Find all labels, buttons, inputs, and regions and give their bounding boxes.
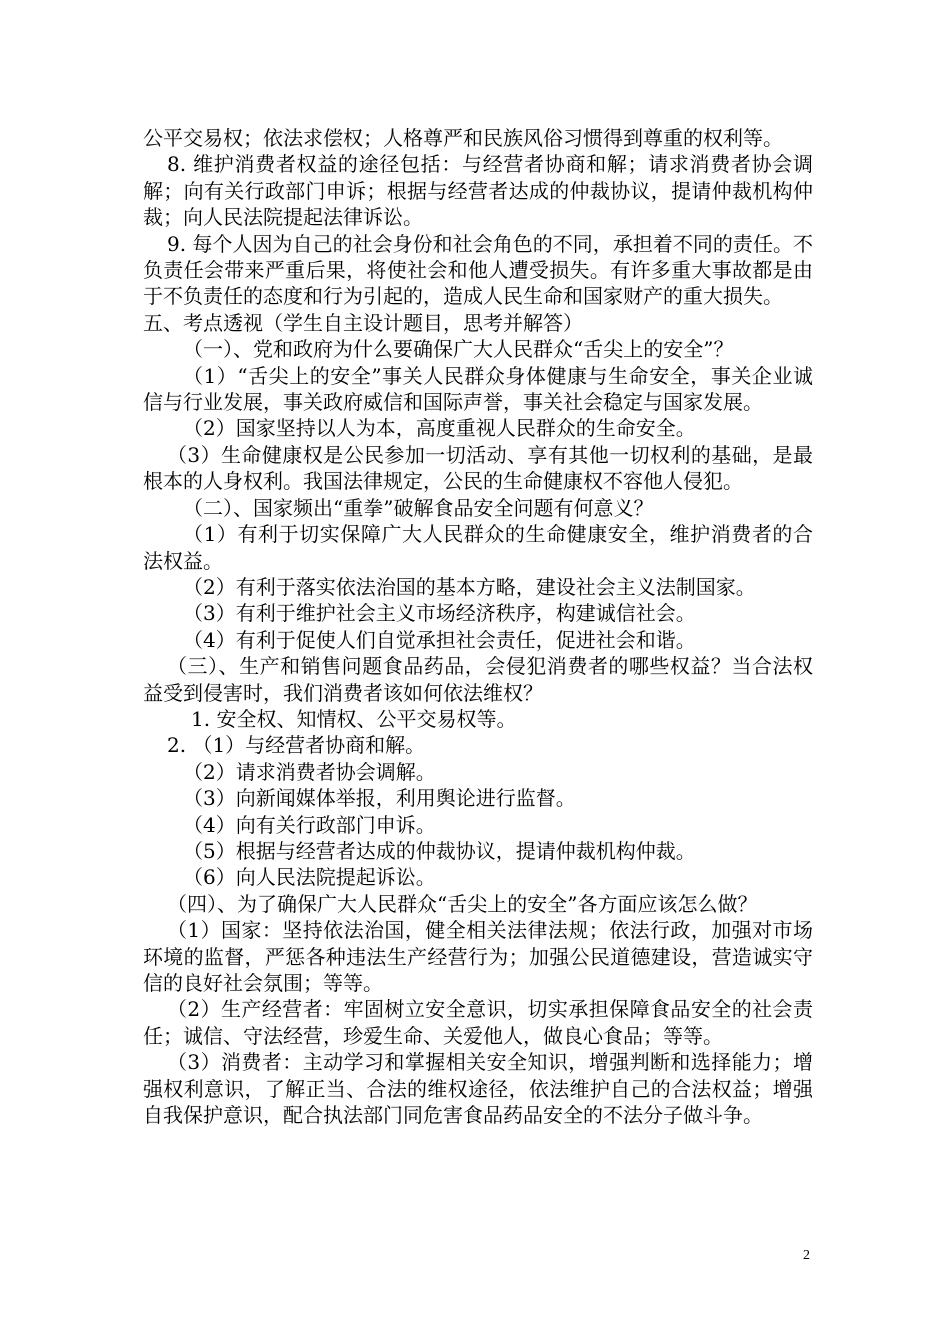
- paragraph: （2）国家坚持以人为本，高度重视人民群众的生命安全。: [183, 416, 696, 441]
- paragraph: （2）请求消费者协会调解。: [183, 759, 436, 784]
- question-heading: （四）、为了确保广大人民群众“舌尖上的安全”各方面应该怎么做？: [167, 891, 758, 916]
- paragraph: 公平交易权；依法求偿权；人格尊严和民族风俗习惯得到尊重的权利等。: [143, 126, 783, 150]
- paragraph: （4）向有关行政部门申诉。: [183, 812, 436, 837]
- paragraph: 2. （1）与经营者协商和解。: [167, 733, 426, 758]
- question-heading: （二）、国家频出“重拳”破解食品安全问题有何意义？: [183, 495, 654, 520]
- paragraph: （3）消费者：主动学习和掌握相关安全知识，增强判断和选择能力；增强权利意识，了解正当、合法的维权途径，依法维护自己的合法权益；增强自我保护意识，配合执法部门同危害食品药品安全的不法分子做斗争。: [143, 1050, 813, 1128]
- paragraph: （1）有利于切实保障广大人民群众的生命健康安全，维护消费者的合法权益。: [143, 522, 813, 573]
- paragraph: （3）有利于维护社会主义市场经济秩序，构建诚信社会。: [183, 601, 696, 626]
- paragraph: （3）向新闻媒体举报，利用舆论进行监督。: [183, 786, 576, 811]
- question-heading: （三）、生产和销售问题食品药品，会侵犯消费者的哪些权益？当合法权益受到侵害时，我们消费者该如何依法维权？: [143, 654, 813, 705]
- page-number: 2: [803, 1248, 810, 1263]
- paragraph: （3）生命健康权是公民参加一切活动、享有其他一切权利的基础，是最根本的人身权利。我国法律规定，公民的生命健康权不容他人侵犯。: [143, 442, 813, 494]
- question-heading: （一）、党和政府为什么要确保广大人民群众“舌尖上的安全”？: [183, 337, 734, 362]
- paragraph: （6）向人民法院提起诉讼。: [183, 865, 436, 890]
- paragraph: （5）根据与经营者达成的仲裁协议，提请仲裁机构仲裁。: [183, 838, 696, 863]
- paragraph: （1）“舌尖上的安全”事关人民群众身体健康与生命安全，事关企业诚信与行业发展，事关政府威信和国际声誉，事关社会稳定与国家发展。: [143, 363, 813, 415]
- paragraph: （2）有利于落实依法治国的基本方略，建设社会主义法制国家。: [183, 574, 756, 599]
- section-heading: 五、考点透视（学生自主设计题目，思考并解答）: [143, 310, 583, 335]
- page-body: [143, 125, 813, 1128]
- paragraph: （2）生产经营者：牢固树立安全意识，切实承担保障食品安全的社会责任；诚信、守法经营，珍爱生命、关爱他人，做良心食品；等等。: [143, 997, 813, 1048]
- paragraph: 1. 安全权、知情权、公平交易权等。: [191, 706, 517, 731]
- paragraph: （1）国家：坚持依法治国，健全相关法律法规；依法行政，加强对市场环境的监督，严惩各种违法生产经营行为；加强公民道德建设，营造诚实守信的良好社会氛围；等等。: [143, 918, 813, 995]
- paragraph: 9. 每个人因为自己的社会身份和社会角色的不同，承担着不同的责任。不负责任会带来严重后果，将使社会和他人遭受损失。有许多重大事故都是由于不负责任的态度和行为引起的，造成人民生命和国家财产的重大损失。: [143, 231, 813, 309]
- paragraph: 8. 维护消费者权益的途径包括：与经营者协商和解；请求消费者协会调解；向有关行政部门申诉；根据与经营者达成的仲裁协议，提请仲裁机构仲裁；向人民法院提起法律诉讼。: [143, 152, 813, 230]
- paragraph: （4）有利于促使人们自觉承担社会责任，促进社会和谐。: [183, 627, 696, 652]
